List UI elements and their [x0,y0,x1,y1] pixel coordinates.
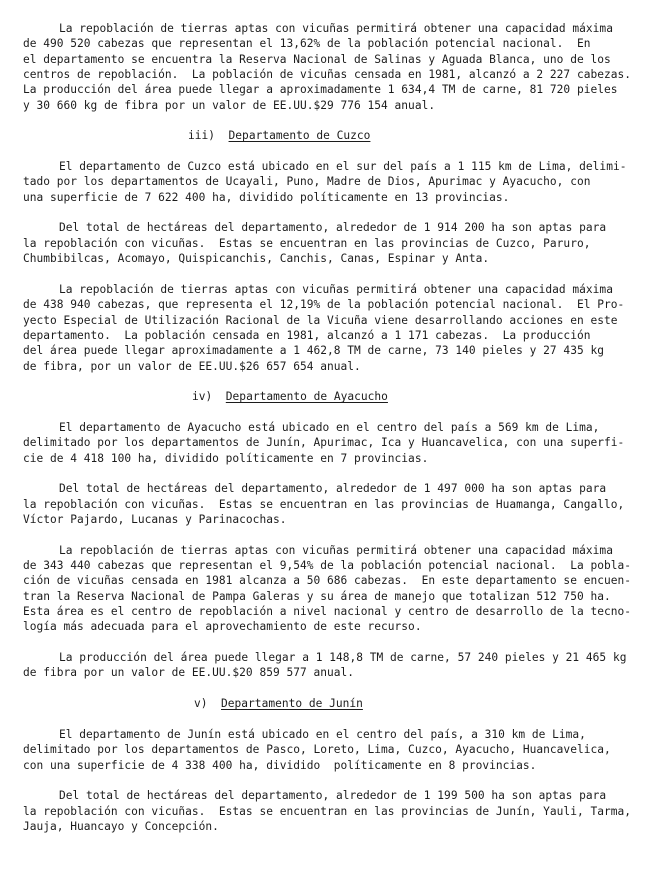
section-title: Departamento de Ayacucho [225,390,388,404]
text-line: el departamento se encuentra la Reserva Nacional de Salinas y Aguada Blanca, uno de los [23,52,611,66]
text-line: El departamento de Junín está ubicado en el centro del país, a 310 km de Lima, [59,727,586,741]
text-line: La repoblación de tierras aptas con vicuñas permitirá obtener una capacidad máxima [59,282,613,296]
text-line: de fibra por un valor de EE.UU.$20 859 577 anual. [23,666,355,680]
text-line: delimitado por los departamentos de Junín, Apurimac, Ica y Huancavelica, con una superfi- [23,436,625,450]
text-line: con una superficie de 4 338 400 ha, dividido políticamente en 8 provincias. [23,758,537,772]
section-title: Departamento de Cuzco [228,129,371,143]
paragraph [23,727,643,773]
text-line: y 30 660 kg de fibra por un valor de EE.UU.$29 776 154 anual. [23,98,436,112]
text-line: La producción del área puede llegar a aproximadamente 1 634,4 TM de carne, 81 720 pieles [23,83,618,97]
text-line: La repoblación de tierras aptas con vicuñas permitirá obtener una capacidad máxima [59,22,613,35]
paragraph [23,159,643,205]
text-line: Víctor Pajardo, Lucanas y Parinacochas. [23,513,287,526]
document-page [23,21,643,850]
text-line: de fibra, por un valor de EE.UU.$26 657 654 anual. [23,359,361,373]
text-line: de 438 940 cabezas, que representa el 12,19% de la población potencial nacional. El Pro- [23,298,625,312]
text-line: centros de repoblación. La población de vicuñas censada en 1981, alcanzó a 2 227 cabezas. [23,68,631,82]
section-heading-junin [23,696,643,711]
text-line: de 343 440 cabezas que representan el 9,54% de la población potencial nacional. La pobla- [23,559,631,573]
paragraph [23,282,643,374]
paragraph [23,481,643,527]
paragraph [23,220,643,266]
paragraph [23,21,643,113]
text-line: de 490 520 cabezas que representan el 13,62% de la población potencial nacional. En [23,37,591,51]
text-line: El departamento de Cuzco está ubicado en el sur del país a 1 115 km de Lima, delimi- [59,160,627,174]
text-line: la repoblación con vicuñas. Estas se encuentran en las provincias de Cuzco, Paruro, [23,236,591,250]
text-line: logía más adecuada para el aprovechamiento de este recurso. [23,620,422,634]
text-line: Jauja, Huancayo y Concepción. [23,819,219,833]
text-line: la repoblación con vicuñas. Estas se encuentran en las provincias de Junín, Yauli, Tarma, [23,804,631,818]
text-line: del área puede llegar aproximadamente a 1 462,8 TM de carne, 73 140 pieles y 27 435 kg [23,344,604,358]
text-line: Del total de hectáreas del departamento, alrededor de 1 497 000 ha son aptas para [59,482,607,496]
text-line: Chumbibilcas, Acomayo, Quispicanchis, Canchis, Canas, Espinar y Anta. [23,252,490,266]
paragraph [23,788,643,834]
paragraph [23,543,643,635]
text-line: Del total de hectáreas del departamento, alrededor de 1 199 500 ha son aptas para [59,789,607,803]
paragraph [23,650,643,681]
text-line: La repoblación de tierras aptas con vicuñas permitirá obtener una capacidad máxima [59,543,613,557]
section-heading-ayacucho [23,389,643,404]
text-line: ción de vicuñas censada en 1981 alcanza a 50 686 cabezas. En este departamento se encuen- [23,574,631,588]
section-title: Departamento de Junín [221,697,363,711]
text-line: una superficie de 7 622 400 ha, dividido políticamente en 13 provincias. [23,190,510,204]
section-heading-cuzco [23,128,643,143]
section-number: v) [194,697,208,711]
text-line: la repoblación con vicuñas. Estas se encuentran en las provincias de Huamanga, Cangallo, [23,497,625,511]
text-line: delimitado por los departamentos de Pasco, Loreto, Lima, Cuzco, Ayacucho, Huancavelica, [23,743,611,757]
text-line: La producción del área puede llegar a 1 148,8 TM de carne, 57 240 pieles y 21 465 kg [59,651,627,665]
paragraph [23,420,643,466]
text-line: Esta área es el centro de repoblación a nivel nacional y centro de desarrollo de la tecno- [23,605,631,619]
text-line: departamento. La población censada en 1981, alcanzó a 1 171 cabezas. La producción [23,328,591,342]
text-line: tran la Reserva Nacional de Pampa Galeras y su área de manejo que totalizan 512 750 ha. [23,589,611,603]
text-line: tado por los departamentos de Ucayali, Puno, Madre de Dios, Apurimac y Ayacucho, con [23,175,591,189]
section-number: iii) [188,129,216,143]
text-line: yecto Especial de Utilización Racional de la Vicuña viene desarrollando acciones en este [23,313,618,327]
text-line: El departamento de Ayacucho está ubicado en el centro del país a 569 km de Lima, [59,420,600,434]
text-line: Del total de hectáreas del departamento, alrededor de 1 914 200 ha son aptas para [59,221,607,235]
text-line: cie de 4 418 100 ha, dividido políticamente en 7 provincias. [23,451,429,465]
section-number: iv) [192,390,213,404]
